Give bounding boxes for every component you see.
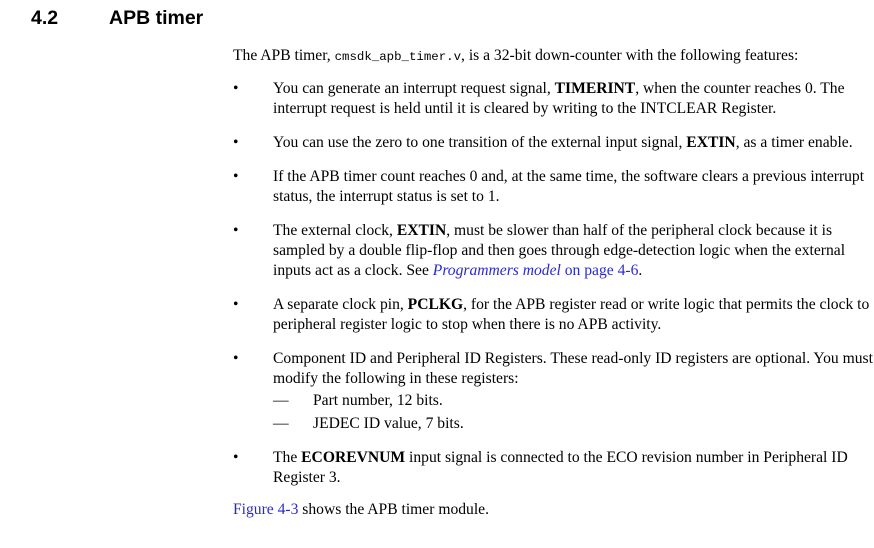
file-name-code: cmsdk_apb_timer.v: [334, 50, 462, 64]
section-heading: [30, 6, 203, 30]
figure-reference-link[interactable]: Figure 4-3: [233, 501, 299, 518]
feature-text: You can use the zero to one transition of the external input signal,: [273, 134, 687, 151]
feature-text: , for the APB register read or write logic that permits the clock to peripheral register logic to stop when there is no APB activity.: [273, 296, 870, 333]
feature-item-extin-enable: [233, 133, 873, 153]
sub-item: [273, 414, 873, 434]
outro-paragraph: [233, 500, 873, 520]
feature-text: You can generate an interrupt request signal,: [273, 80, 555, 97]
feature-item-external-clock: [233, 221, 873, 281]
section-title: APB timer: [109, 7, 204, 29]
bullet-icon: •: [233, 134, 239, 151]
sub-item: [273, 391, 873, 411]
signal-name-ecorevnum: ECOREVNUM: [301, 449, 406, 466]
sub-item-text: JEDEC ID value, 7 bits.: [313, 415, 464, 432]
intro-text-before: The APB timer,: [233, 47, 335, 64]
signal-name-extin: EXTIN: [686, 134, 736, 151]
feature-item-pclkg: [233, 295, 873, 335]
outro-text: shows the APB timer module.: [298, 501, 489, 518]
bullet-icon: •: [233, 449, 239, 466]
bullet-icon: •: [233, 350, 239, 367]
intro-text-after: , is a 32-bit down-counter with the following features:: [461, 47, 799, 64]
feature-item-interrupt-status: [233, 167, 873, 207]
feature-list: [233, 79, 873, 488]
feature-text: .: [638, 262, 643, 279]
feature-item-timerint: [233, 79, 873, 119]
dash-icon: —: [273, 392, 289, 409]
bullet-icon: •: [233, 80, 239, 97]
section-number: 4.2: [31, 7, 59, 29]
feature-item-ecorevnum: [233, 448, 873, 488]
bullet-icon: •: [233, 222, 239, 239]
bullet-icon: •: [233, 296, 239, 313]
feature-text: Component ID and Peripheral ID Registers. These read-only ID registers are optional. You must modify the following in these registers:: [273, 350, 873, 387]
dash-icon: —: [273, 415, 289, 432]
feature-text: , as a timer enable.: [735, 134, 853, 151]
programmers-model-link[interactable]: Programmers model: [432, 262, 561, 279]
feature-text: input signal is connected to the ECO revision number in Peripheral ID Register 3.: [273, 449, 848, 486]
bullet-icon: •: [233, 168, 239, 185]
page-reference-link[interactable]: on page 4-6: [560, 262, 639, 279]
feature-text: , must be slower than half of the peripheral clock because it is sampled by a double flip-flop and then goes through edge-detection logic when the external inputs act as a clock. See: [273, 222, 846, 279]
feature-text: The external clock,: [273, 222, 397, 239]
feature-text: If the APB timer count reaches 0 and, at the same time, the software clears a previous interrupt status, the interrupt status is set to 1.: [273, 168, 865, 205]
signal-name-extin: EXTIN: [396, 222, 447, 239]
feature-text: A separate clock pin,: [273, 296, 408, 313]
feature-item-id-registers: [233, 349, 873, 434]
register-field-list: [273, 391, 873, 434]
signal-name-pclkg: PCLKG: [407, 296, 464, 313]
sub-item-text: Part number, 12 bits.: [313, 392, 443, 409]
signal-name-timerint: TIMERINT: [554, 80, 636, 97]
feature-text: , when the counter reaches 0. The interrupt request is held until it is cleared by writing to the INTCLEAR Register.: [273, 80, 845, 117]
intro-paragraph: [233, 46, 873, 67]
section-body: [233, 46, 873, 520]
feature-text: The: [273, 449, 302, 466]
